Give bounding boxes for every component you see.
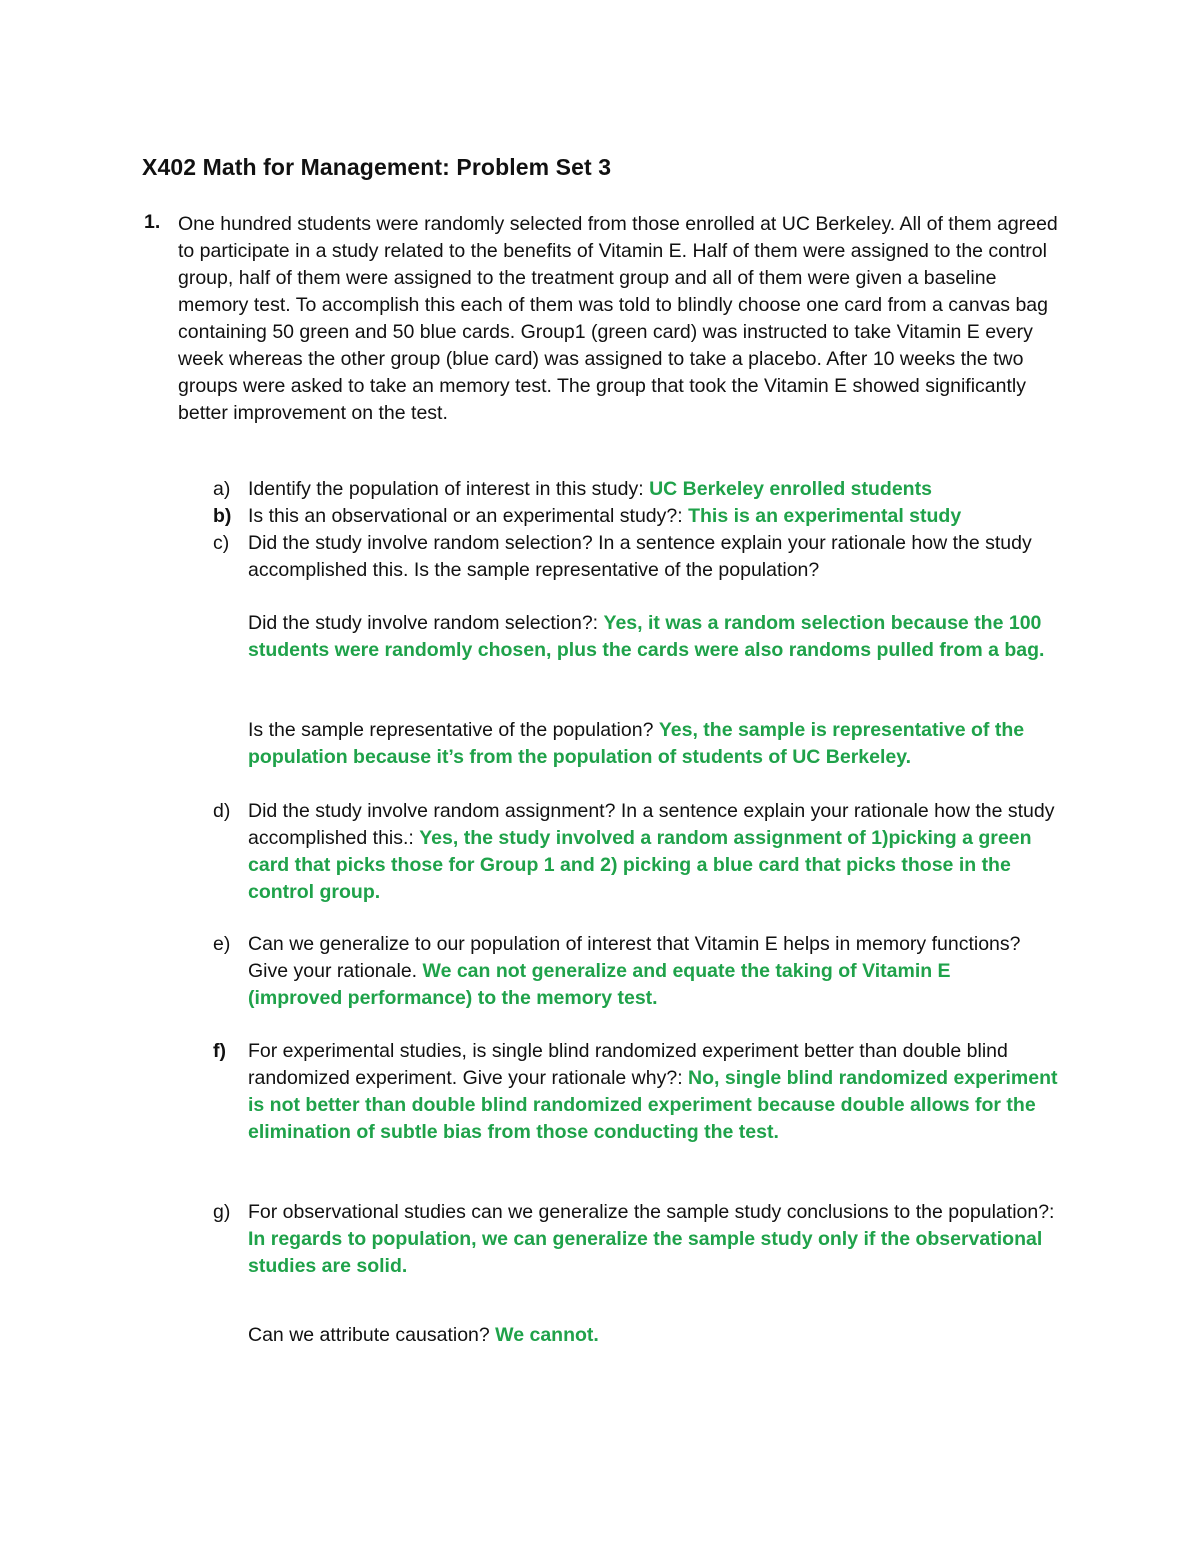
part-g (248, 1199, 1058, 1280)
part-b-answer: This is an experimental study (688, 505, 962, 527)
part-a-letter: a) (213, 478, 231, 500)
part-c-sub2-answer: Yes, the sample is representative of the population because it’s from the population of students of UC Berkeley. (248, 719, 1025, 768)
part-e (248, 931, 1048, 1012)
part-d-letter: d) (213, 800, 231, 822)
part-c-sub1-answer: Yes, it was a random selection because the 100 students were randomly chosen, plus the cards were also randoms pulled from a bag. (248, 612, 1045, 661)
question-text: One hundred students were randomly selected from those enrolled at UC Berkeley. All of them agreed to participate in a study related to the benefits of Vitamin E. Half of them were assigned to the control group, half of them were assigned to the treatment group and all of them were given a baseline memory test. To accomplish this each of them was told to blindly choose one card from a canvas bag containing 50 green and 50 blue cards. Group1 (green card) was instructed to take Vitamin E every week whereas the other group (blue card) was assigned to take a placebo. After 10 weeks the two groups were asked to take an memory test. The group that took the Vitamin E showed significantly better improvement on the test. (178, 213, 1058, 424)
part-e-answer: We can not generalize and equate the taking of Vitamin E (improved performance) to the memory test. (248, 960, 951, 1009)
part-c-letter: c) (213, 532, 230, 554)
part-e-prompt: Can we generalize to our population of interest that Vitamin E helps in memory functions? Give your rationale. (248, 933, 1021, 982)
part-a-prompt: Identify the population of interest in this study: (248, 478, 650, 500)
part-a-answer: UC Berkeley enrolled students (649, 478, 932, 500)
part-b (248, 503, 1088, 530)
part-b-letter: b) (213, 505, 232, 527)
part-g-sub-answer: We cannot. (495, 1324, 599, 1346)
part-d (248, 798, 1058, 906)
part-c-prompt: Did the study involve random selection? In a sentence explain your rationale how the study accomplished this. Is the sample representative of the population? (248, 532, 1032, 581)
part-d-answer: Yes, the study involved a random assignment of 1)picking a green card that picks those for Group 1 and 2) picking a blue card that picks those in the control group. (248, 827, 1032, 903)
part-a (248, 476, 1088, 503)
part-g-letter: g) (213, 1201, 231, 1223)
part-f-answer: No, single blind randomized experiment is not better than double blind randomized experiment because double allows for the elimination of subtle bias from those conducting the test. (248, 1067, 1058, 1143)
part-d-prompt: Did the study involve random assignment? In a sentence explain your rationale how the study accomplished this.: (248, 800, 1055, 849)
part-c-sub2-prompt: Is the sample representative of the population? (248, 719, 659, 741)
question-number: 1. (144, 211, 161, 233)
part-g-answer: In regards to population, we can generalize the sample study only if the observational studies are solid. (248, 1228, 1043, 1277)
part-c-sub2 (248, 717, 1058, 771)
part-f-prompt: For experimental studies, is single blind randomized experiment better than double blind randomized experiment. Give your rationale why?: (248, 1040, 1008, 1089)
part-g-prompt: For observational studies can we generalize the sample study conclusions to the population?: (248, 1201, 1055, 1223)
part-e-letter: e) (213, 933, 231, 955)
part-f (248, 1038, 1068, 1146)
part-g-sub-prompt: Can we attribute causation? (248, 1324, 496, 1346)
part-b-prompt: Is this an observational or an experimental study?: (248, 505, 689, 527)
part-f-letter: f) (213, 1040, 226, 1062)
part-g-sub (248, 1322, 1058, 1349)
part-c-sub1 (248, 610, 1058, 664)
part-c-sub1-prompt: Did the study involve random selection?: (248, 612, 604, 634)
document-title: X402 Math for Management: Problem Set 3 (142, 154, 612, 180)
